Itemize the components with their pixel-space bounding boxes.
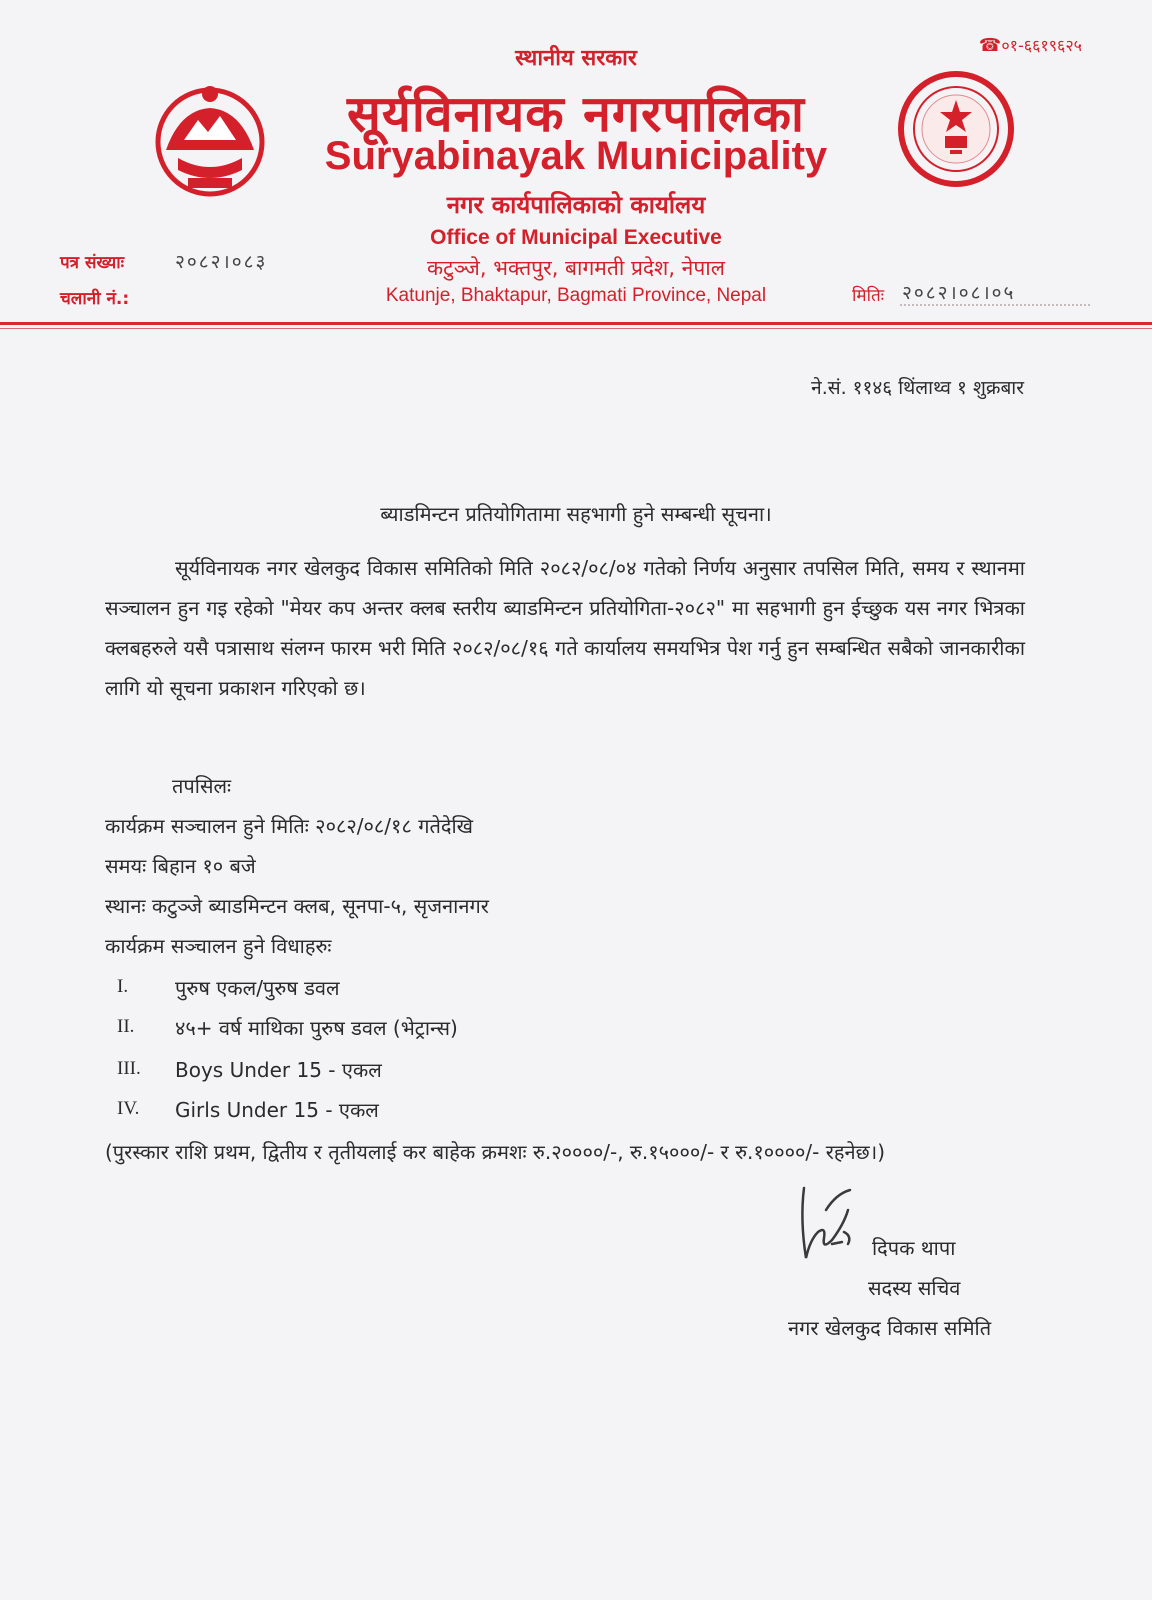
signature xyxy=(796,1180,866,1270)
category-item: Girls Under 15 - एकल xyxy=(175,1098,379,1122)
category-number: IV. xyxy=(117,1098,140,1119)
header-divider xyxy=(0,322,1152,325)
signatory-title: सदस्य सचिव xyxy=(868,1276,961,1300)
dispatch-number-label: चलानी नं.: xyxy=(60,289,130,309)
categories-heading: कार्यक्रम सञ्चालन हुने विधाहरुः xyxy=(105,934,332,958)
reference-number-label: पत्र संख्याः xyxy=(60,253,125,273)
signatory-name: दिपक थापा xyxy=(872,1236,956,1260)
address-english: Katunje, Bhaktapur, Bagmati Province, Nepal xyxy=(385,285,767,306)
office-name-english: Office of Municipal Executive xyxy=(430,226,722,249)
phone-value: ०१-६६१९६२५ xyxy=(1001,36,1082,55)
date-dotted-line xyxy=(900,304,1090,306)
municipality-name-english: Suryabinayak Municipality xyxy=(324,134,828,178)
category-item: पुरुष एकल/पुरुष डवल xyxy=(175,976,340,1000)
prize-note: (पुरस्कार राशि प्रथम, द्वितीय र तृतीयलाई कर बाहेक क्रमशः रु.२००००/-, रु.१५०००/- र रु.१००००/- रहनेछ।) xyxy=(105,1140,886,1164)
signatory-organization: नगर खेलकुद विकास समिति xyxy=(788,1316,992,1340)
municipality-name-nepali: सूर्यविनायक नगरपालिका xyxy=(347,85,805,143)
category-item: Boys Under 15 - एकल xyxy=(175,1058,382,1082)
notice-subject: ब्याडमिन्टन प्रतियोगितामा सहभागी हुने सम्बन्धी सूचना। xyxy=(380,502,772,526)
program-start-date: कार्यक्रम सञ्चालन हुने मितिः २०८२/०८/१८ गतेदेखि xyxy=(105,814,474,838)
details-heading: तपसिलः xyxy=(172,774,232,798)
program-time: समयः बिहान १० बजे xyxy=(105,854,256,878)
date-label: मितिः xyxy=(852,286,885,306)
date-value: २०८२।०८।०५ xyxy=(902,282,1016,304)
address-nepali: कटुञ्जे, भक्तपुर, बागमती प्रदेश, नेपाल xyxy=(427,256,725,280)
municipality-seal-icon xyxy=(897,70,1015,188)
program-venue: स्थानः कटुञ्जे ब्याडमिन्टन क्लब, सूनपा-५, सृजनानगर xyxy=(105,894,489,918)
notice-body-paragraph: सूर्यविनायक नगर खेलकुद विकास समितिको मिति २०८२/०८/०४ गतेको निर्णय अनुसार तपसिल मिति, समय र स्थानमा सञ्चालन हुन गइ रहेको "मेयर कप अन्तर क्लब स्तरीय ब्याडमिन्टन प्रतियोगिता-२०८२" मा सहभागी हुन ईच्छुक यस नगर भित्रका क्लबहरुले यसै पत्रासाथ संलग्न फारम भरी मिति २०८२/०८/१६ गते कार्यालय समयभित्र पेश गर्नु हुन सम्बन्धित सबैको जानकारीका लागि यो सूचना प्रकाशन गरिएको छ। xyxy=(105,556,1025,700)
nepal-sambat-date: ने.सं. ११४६ थिंलाथ्व १ शुक्रबार xyxy=(811,377,1024,399)
local-government-label: स्थानीय सरकार xyxy=(515,46,637,71)
category-number: III. xyxy=(117,1058,141,1079)
category-item: ४५+ वर्ष माथिका पुरुष डवल (भेट्रान्स) xyxy=(175,1016,458,1040)
office-name-nepali: नगर कार्यपालिकाको कार्यालय xyxy=(446,191,706,219)
telephone-icon: ☎ xyxy=(978,35,1002,56)
category-number: II. xyxy=(117,1016,135,1037)
header-divider-thin xyxy=(0,328,1152,329)
category-number: I. xyxy=(117,976,129,997)
reference-number-value: २०८२।०८३ xyxy=(175,251,268,273)
